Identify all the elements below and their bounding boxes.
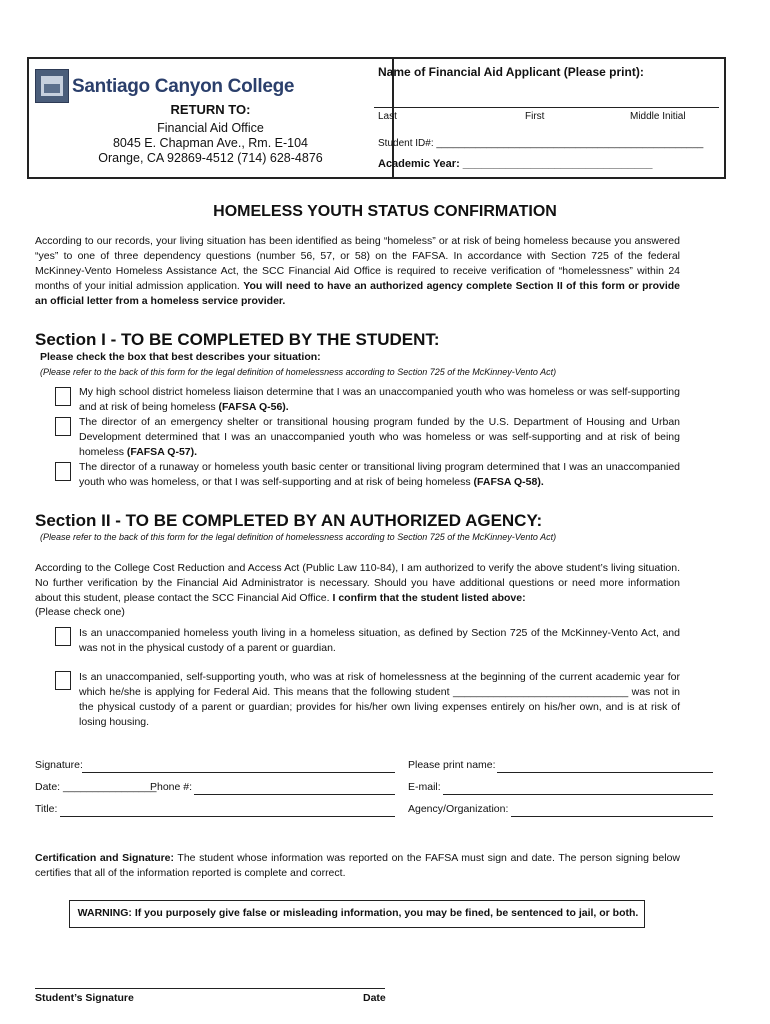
first-name-label: First [525, 111, 545, 122]
option1-ref: (FAFSA Q-56). [218, 401, 289, 413]
return-to-label: RETURN TO: [170, 102, 251, 117]
section2-option2-checkbox[interactable] [55, 671, 71, 690]
section2-option2: Is an unaccompanied, self-supporting youth, who was at risk of homelessness at the beginning of the current academic year for which he/she is applying for Federal Aid. This means that the following student ______________________________ was not in the physical custody of a parent or guardian; provides for his/her own living expenses entirely on his/her own, and is at risk of losing housing. [79, 671, 680, 728]
office-address: 8045 E. Chapman Ave., Rm. E-104 [112, 136, 309, 150]
warning-text: WARNING: If you purposely give false or misleading information, you may be fined, be sentenced to jail, or both. [77, 907, 639, 919]
option2-text: The director of an emergency shelter or transitional housing program funded by the U.S. Department of Housing and Urban Development determined that I was an unaccompanied youth who was homeless or was self-supporting and at risk of being homeless [79, 416, 680, 458]
option1-text: My high school district homeless liaison determine that I was an unaccompanied youth who was homeless or was self-supporting and at risk of being homeless [79, 386, 680, 413]
office-name: Financial Aid Office [157, 121, 264, 135]
signature-field[interactable] [82, 772, 395, 773]
header-box [27, 57, 726, 179]
print-name-label: Please print name: [408, 759, 496, 771]
college-name: Santiago Canyon College [72, 76, 295, 97]
student-id-field[interactable]: Student ID#: ________________________________________________ [378, 138, 704, 149]
section1-heading: Section I - TO BE COMPLETED BY THE STUDENT: [35, 330, 440, 349]
certification-label: Certification and Signature: [35, 852, 175, 864]
intro-text: According to our records, your living situation has been identified as being “homeless” or at risk of being homeless because you answered “yes” to one of three dependency questions (number 56, 57, or 58) on the FAFSA. In accordance with Section 725 of the federal McKinney-Vento Homeless Assistance Act, the SCC Financial Aid Office is required to receive verification of “homelessness” within 24 months of your initial admission application. [35, 235, 680, 292]
form-title: HOMELESS YOUTH STATUS CONFIRMATION [213, 203, 557, 220]
section1-instruction: Please check the box that best describes your situation: [40, 351, 321, 363]
email-label: E-mail: [408, 781, 441, 793]
option2-ref: (FAFSA Q-57). [126, 446, 198, 458]
print-name-field[interactable] [497, 772, 713, 773]
email-field[interactable] [443, 794, 713, 795]
academic-year-field[interactable]: Academic Year: _______________________________ [378, 158, 653, 170]
section1-option2 [79, 415, 680, 460]
title-label: Title: [35, 803, 58, 815]
date-field[interactable]: Date: ________________ [35, 781, 157, 793]
section1-option1-checkbox[interactable] [55, 387, 71, 406]
title-field[interactable] [60, 816, 395, 817]
section2-heading: Section II - TO BE COMPLETED BY AN AUTHORIZED AGENCY: [35, 511, 543, 530]
logo-detail [44, 84, 60, 93]
section1-option3-checkbox[interactable] [55, 462, 71, 481]
section2-option1-checkbox[interactable] [55, 627, 71, 646]
date-label: Date [363, 992, 386, 1004]
college-logo [35, 69, 69, 103]
section2-option1: Is an unaccompanied homeless youth living in a homeless situation, as defined by Section 725 of the McKinney-Vento Act, and was not in the physical custody of a parent or guardian. [79, 627, 680, 654]
middle-initial-label: Middle Initial [630, 111, 686, 122]
warning-box [69, 900, 645, 928]
phone-label: Phone #: [150, 781, 193, 793]
certification-text: The student whose information was reported on the FAFSA must sign and date. The person signing below certifies that all of the information reported is complete and correct. [35, 852, 680, 879]
section2-confirm-text: I confirm that the student listed above: [332, 592, 526, 604]
applicant-name-field[interactable] [374, 107, 719, 108]
section2-note: (Please refer to the back of this form for the legal definition of homelessness according to Section 725 of the McKinney-Vento Act) [40, 532, 557, 542]
student-signature-field[interactable] [35, 988, 385, 989]
phone-field[interactable] [194, 794, 395, 795]
check-one-label: (Please check one) [35, 606, 125, 618]
section1-option3 [79, 460, 680, 490]
section2-paragraph [35, 561, 680, 606]
option3-text: The director of a runaway or homeless youth basic center or transitional living program determined that I was an unaccompanied youth who was homeless, or that I was self-supporting and at risk of being homeless [79, 461, 680, 488]
last-name-label: Last [378, 111, 397, 122]
signature-label: Signature: [35, 759, 83, 771]
option3-ref: (FAFSA Q-58). [473, 476, 544, 488]
section1-note: (Please refer to the back of this form for the legal definition of homelessness according to Section 725 of the McKinney-Vento Act) [40, 367, 557, 377]
intro-paragraph [35, 234, 680, 309]
agency-field[interactable] [511, 816, 713, 817]
agency-label: Agency/Organization: [408, 803, 509, 815]
section2-text: According to the College Cost Reduction and Access Act (Public Law 110-84), I am authorized to verify the above student’s living situation. No further verification by the Financial Aid Administrator is necessary. Should you have additional questions or need more information about this student, please contact the SCC Financial Aid Office. [35, 562, 680, 604]
section1-option2-checkbox[interactable] [55, 417, 71, 436]
certification-paragraph [35, 851, 680, 881]
office-city-phone: Orange, CA 92869-4512 (714) 628-4876 [98, 151, 323, 165]
section1-option1 [79, 385, 680, 415]
student-signature-label: Student’s Signature [35, 992, 134, 1004]
intro-bold-text: You will need to have an authorized agency complete Section II of this form or provide an official letter from a homeless service provider. [35, 280, 681, 307]
applicant-name-label: Name of Financial Aid Applicant (Please print): [378, 65, 644, 79]
